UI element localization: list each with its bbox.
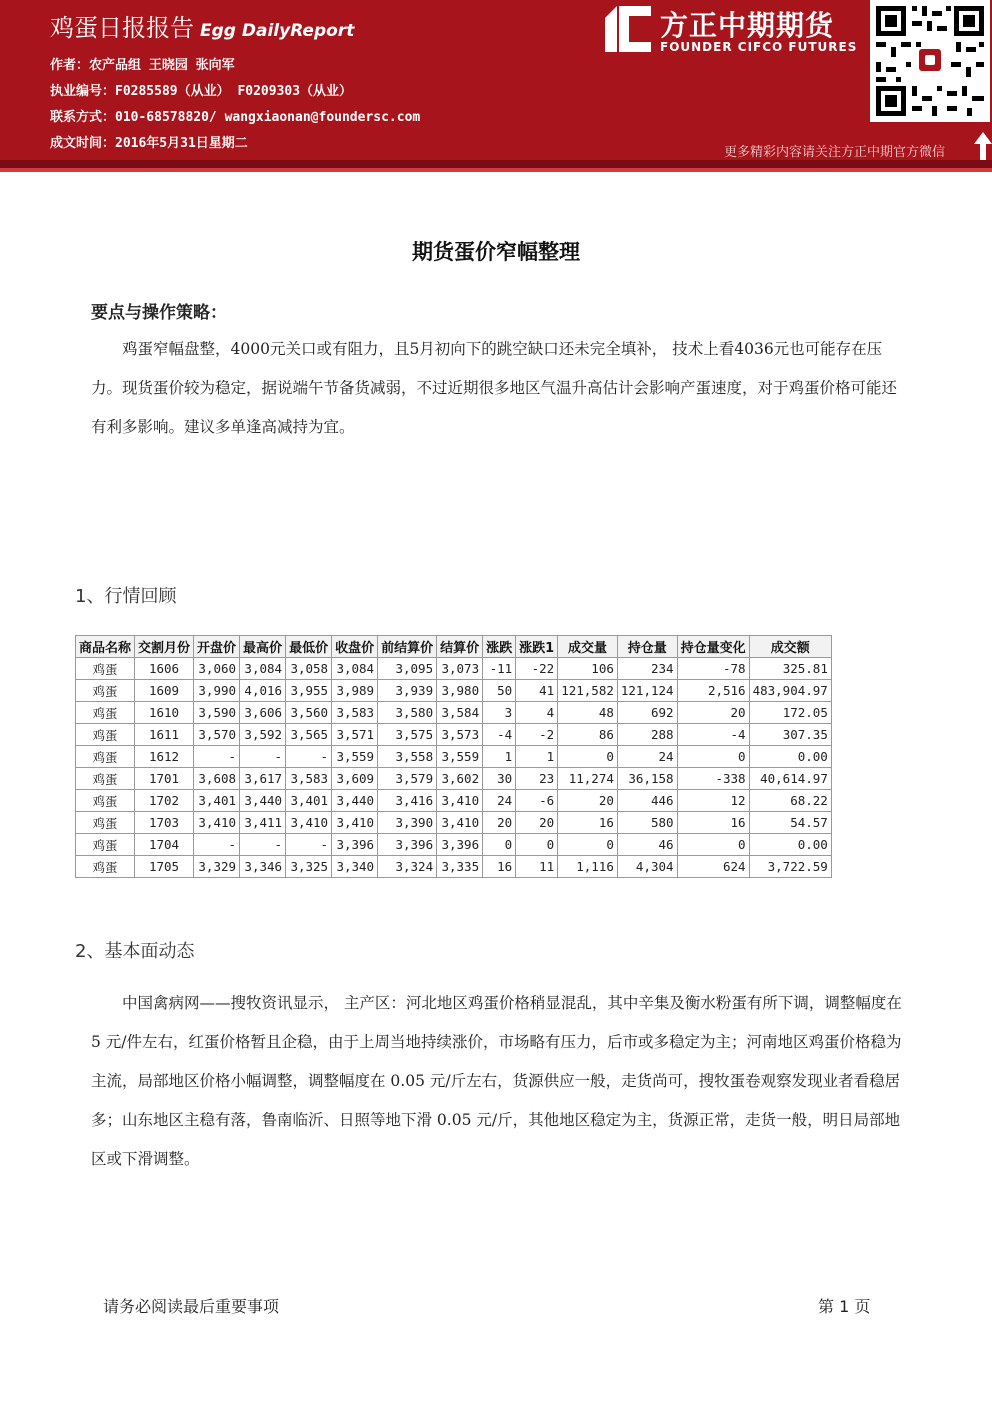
table-cell: 3,558 bbox=[378, 746, 437, 768]
column-header: 最低价 bbox=[286, 636, 332, 658]
table-cell: 1 bbox=[483, 746, 516, 768]
table-cell: 3,573 bbox=[437, 724, 483, 746]
table-cell: 鸡蛋 bbox=[76, 658, 135, 680]
table-cell: 3,580 bbox=[378, 702, 437, 724]
table-body bbox=[76, 658, 832, 878]
footer-notice: 请务必阅读最后重要事项 bbox=[103, 1297, 280, 1316]
table-cell: 3 bbox=[483, 702, 516, 724]
company-logo-icon bbox=[605, 6, 651, 52]
table-cell: 鸡蛋 bbox=[76, 856, 135, 878]
column-header: 收盘价 bbox=[332, 636, 378, 658]
table-cell: 1609 bbox=[135, 680, 194, 702]
table-cell: 3,590 bbox=[194, 702, 240, 724]
column-header: 商品名称 bbox=[76, 636, 135, 658]
table-cell: 20 bbox=[516, 812, 558, 834]
column-header: 开盘价 bbox=[194, 636, 240, 658]
table-cell: 3,617 bbox=[240, 768, 286, 790]
table-cell: -4 bbox=[677, 724, 749, 746]
table-cell: 23 bbox=[516, 768, 558, 790]
quote-table bbox=[75, 635, 832, 878]
report-title-cn: 鸡蛋日报报告 bbox=[50, 14, 194, 42]
table-row bbox=[76, 724, 832, 746]
table-cell: 288 bbox=[617, 724, 677, 746]
table-cell: 1704 bbox=[135, 834, 194, 856]
table-cell: 3,058 bbox=[286, 658, 332, 680]
license-line: 执业编号：F0285589（从业） F0209303（从业） bbox=[50, 84, 353, 99]
table-cell: 0 bbox=[483, 834, 516, 856]
table-cell: 20 bbox=[558, 790, 618, 812]
table-cell: 3,606 bbox=[240, 702, 286, 724]
table-row bbox=[76, 702, 832, 724]
column-header: 结算价 bbox=[437, 636, 483, 658]
banner-stripe-light bbox=[0, 168, 992, 172]
table-cell: 3,570 bbox=[194, 724, 240, 746]
column-header: 持仓量变化 bbox=[677, 636, 749, 658]
table-cell: 3,609 bbox=[332, 768, 378, 790]
table-cell: 3,980 bbox=[437, 680, 483, 702]
table-cell: 3,401 bbox=[286, 790, 332, 812]
table-row bbox=[76, 790, 832, 812]
table-cell: 3,560 bbox=[286, 702, 332, 724]
table-cell: 3,939 bbox=[378, 680, 437, 702]
table-cell: 3,602 bbox=[437, 768, 483, 790]
table-cell: 11 bbox=[516, 856, 558, 878]
table-cell: 3,440 bbox=[240, 790, 286, 812]
table-cell: 24 bbox=[483, 790, 516, 812]
table-cell: 483,904.97 bbox=[749, 680, 831, 702]
table-row bbox=[76, 856, 832, 878]
table-row bbox=[76, 768, 832, 790]
table-cell: 16 bbox=[677, 812, 749, 834]
table-cell: - bbox=[286, 746, 332, 768]
table-cell: 3,583 bbox=[286, 768, 332, 790]
table-cell: -22 bbox=[516, 658, 558, 680]
table-cell: 1703 bbox=[135, 812, 194, 834]
date-line: 成文时间：2016年5月31日星期二 bbox=[50, 136, 248, 151]
table-cell: 46 bbox=[617, 834, 677, 856]
table-cell: 692 bbox=[617, 702, 677, 724]
table-cell: 3,346 bbox=[240, 856, 286, 878]
table-cell: 3,396 bbox=[378, 834, 437, 856]
table-cell: 0 bbox=[677, 746, 749, 768]
table-cell: 3,410 bbox=[437, 790, 483, 812]
table-cell: - bbox=[240, 834, 286, 856]
table-cell: 鸡蛋 bbox=[76, 768, 135, 790]
table-cell: 30 bbox=[483, 768, 516, 790]
table-cell: 1611 bbox=[135, 724, 194, 746]
table-cell: 86 bbox=[558, 724, 618, 746]
wechat-note: 更多精彩内容请关注方正中期官方微信 bbox=[724, 145, 946, 160]
table-cell: 3,410 bbox=[437, 812, 483, 834]
table-header-row bbox=[76, 636, 832, 658]
table-cell: 3,410 bbox=[332, 812, 378, 834]
table-cell: 3,396 bbox=[332, 834, 378, 856]
table-cell: 3,565 bbox=[286, 724, 332, 746]
table-cell: 3,722.59 bbox=[749, 856, 831, 878]
fundamentals-text: 中国禽病网——搜牧资讯显示， 主产区：河北地区鸡蛋价格稍显混乱，其中辛集及衡水粉蛋有所下调，调整幅度在 5 元/件左右，红蛋价格暂且企稳，由于上周当地持续涨价，市场略有压力，后市或多稳定为主；河南地区鸡蛋价格稳为主流，局部地区价格小幅调整，调整幅度在 0.05 元/斤左右，货源供应一般，走货尚可，搜牧蛋卷观察发现业者看稳居多；山东地区主稳有落，鲁南临沂、日照等地下滑 0.05 元/斤，其他地区稳定为主，货源正常，走货一般，明日局部地区或下滑调整。 bbox=[91, 994, 902, 1168]
authors-line: 作者：农产品组 王晓园 张向军 bbox=[50, 58, 235, 73]
table-cell: 16 bbox=[483, 856, 516, 878]
table-cell: 3,416 bbox=[378, 790, 437, 812]
report-title bbox=[50, 8, 354, 43]
table-cell: 0.00 bbox=[749, 834, 831, 856]
table-cell: 0.00 bbox=[749, 746, 831, 768]
strategy-text: 鸡蛋窄幅盘整，4000元关口或有阻力，且5月初向下的跳空缺口还未完全填补， 技术上看4036元也可能存在压力。现货蛋价较为稳定，据说端午节备货减弱，不过近期很多地区气温升高估计会影响产蛋速度，对于鸡蛋价格可能还有利多影响。建议多单逢高减持为宜。 bbox=[91, 340, 898, 436]
table-cell: - bbox=[286, 834, 332, 856]
table-cell: -338 bbox=[677, 768, 749, 790]
table-cell: 4,016 bbox=[240, 680, 286, 702]
document-title: 期货蛋价窄幅整理 bbox=[412, 240, 580, 264]
table-cell: 3,340 bbox=[332, 856, 378, 878]
column-header: 持仓量 bbox=[617, 636, 677, 658]
table-cell: 3,084 bbox=[332, 658, 378, 680]
table-cell: 3,060 bbox=[194, 658, 240, 680]
table-cell: 3,584 bbox=[437, 702, 483, 724]
table-cell: 3,583 bbox=[332, 702, 378, 724]
table-cell: 3,990 bbox=[194, 680, 240, 702]
table-cell: 3,989 bbox=[332, 680, 378, 702]
table-cell: 1,116 bbox=[558, 856, 618, 878]
table-cell: 3,955 bbox=[286, 680, 332, 702]
table-cell: - bbox=[194, 834, 240, 856]
table-cell: 3,401 bbox=[194, 790, 240, 812]
table-cell: 鸡蛋 bbox=[76, 746, 135, 768]
table-cell: 3,396 bbox=[437, 834, 483, 856]
table-cell: 3,335 bbox=[437, 856, 483, 878]
table-cell: 3,579 bbox=[378, 768, 437, 790]
table-cell: 4,304 bbox=[617, 856, 677, 878]
table-cell: 3,073 bbox=[437, 658, 483, 680]
column-header: 成交量 bbox=[558, 636, 618, 658]
table-cell: 36,158 bbox=[617, 768, 677, 790]
column-header: 最高价 bbox=[240, 636, 286, 658]
table-cell: 1702 bbox=[135, 790, 194, 812]
table-cell: 16 bbox=[558, 812, 618, 834]
arrow-up-icon bbox=[974, 132, 992, 160]
table-row bbox=[76, 746, 832, 768]
table-cell: 3,440 bbox=[332, 790, 378, 812]
table-cell: 624 bbox=[677, 856, 749, 878]
logo-text-en: FOUNDER CIFCO FUTURES bbox=[660, 40, 858, 54]
table-cell: 鸡蛋 bbox=[76, 790, 135, 812]
table-cell: 0 bbox=[558, 746, 618, 768]
table-cell: 1705 bbox=[135, 856, 194, 878]
table-cell: 3,571 bbox=[332, 724, 378, 746]
table-cell: 121,124 bbox=[617, 680, 677, 702]
table-cell: 48 bbox=[558, 702, 618, 724]
section-market-review-heading: 1、行情回顾 bbox=[75, 586, 177, 607]
table-cell: 3,410 bbox=[194, 812, 240, 834]
table-cell: 1612 bbox=[135, 746, 194, 768]
table-cell: 446 bbox=[617, 790, 677, 812]
table-cell: 3,084 bbox=[240, 658, 286, 680]
table-cell: 325.81 bbox=[749, 658, 831, 680]
table-cell: 12 bbox=[677, 790, 749, 812]
strategy-paragraph bbox=[91, 330, 903, 447]
table-cell: 0 bbox=[558, 834, 618, 856]
table-cell: 3,411 bbox=[240, 812, 286, 834]
table-cell: -2 bbox=[516, 724, 558, 746]
fundamentals-paragraph bbox=[91, 984, 903, 1179]
table-cell: 54.57 bbox=[749, 812, 831, 834]
table-cell: 1701 bbox=[135, 768, 194, 790]
table-row bbox=[76, 812, 832, 834]
table-cell: -11 bbox=[483, 658, 516, 680]
table-cell: 1606 bbox=[135, 658, 194, 680]
table-cell: 3,324 bbox=[378, 856, 437, 878]
table-cell: 鸡蛋 bbox=[76, 812, 135, 834]
table-cell: 1610 bbox=[135, 702, 194, 724]
logo-text-cn: 方正中期期货 bbox=[660, 9, 835, 42]
table-cell: 234 bbox=[617, 658, 677, 680]
header-banner bbox=[0, 0, 992, 160]
table-cell: 3,559 bbox=[332, 746, 378, 768]
page-number: 第 1 页 bbox=[818, 1297, 871, 1316]
table-cell: - bbox=[194, 746, 240, 768]
table-cell: 3,608 bbox=[194, 768, 240, 790]
table-cell: 41 bbox=[516, 680, 558, 702]
table-cell: 307.35 bbox=[749, 724, 831, 746]
table-cell: 3,410 bbox=[286, 812, 332, 834]
table-cell: 4 bbox=[516, 702, 558, 724]
column-header: 涨跌 bbox=[483, 636, 516, 658]
table-cell: 鸡蛋 bbox=[76, 834, 135, 856]
table-row bbox=[76, 834, 832, 856]
table-cell: 2,516 bbox=[677, 680, 749, 702]
table-cell: -78 bbox=[677, 658, 749, 680]
table-cell: 0 bbox=[516, 834, 558, 856]
table-cell: 68.22 bbox=[749, 790, 831, 812]
column-header: 涨跌1 bbox=[516, 636, 558, 658]
table-cell: 121,582 bbox=[558, 680, 618, 702]
column-header: 交割月份 bbox=[135, 636, 194, 658]
qr-code-icon bbox=[870, 0, 990, 122]
table-cell: 1 bbox=[516, 746, 558, 768]
table-cell: 鸡蛋 bbox=[76, 702, 135, 724]
table-cell: 3,325 bbox=[286, 856, 332, 878]
table-row bbox=[76, 658, 832, 680]
table-cell: 3,390 bbox=[378, 812, 437, 834]
table-cell: 鸡蛋 bbox=[76, 724, 135, 746]
table-cell: 40,614.97 bbox=[749, 768, 831, 790]
table-cell: -4 bbox=[483, 724, 516, 746]
table-cell: 鸡蛋 bbox=[76, 680, 135, 702]
table-cell: -6 bbox=[516, 790, 558, 812]
table-cell: 3,592 bbox=[240, 724, 286, 746]
report-title-en: Egg DailyReport bbox=[200, 21, 355, 41]
table-cell: 20 bbox=[483, 812, 516, 834]
table-cell: 24 bbox=[617, 746, 677, 768]
table-cell: 11,274 bbox=[558, 768, 618, 790]
table-cell: 50 bbox=[483, 680, 516, 702]
table-cell: - bbox=[240, 746, 286, 768]
table-cell: 3,559 bbox=[437, 746, 483, 768]
table-row bbox=[76, 680, 832, 702]
table-cell: 20 bbox=[677, 702, 749, 724]
table-cell: 106 bbox=[558, 658, 618, 680]
table-cell: 3,095 bbox=[378, 658, 437, 680]
section-fundamentals-heading: 2、基本面动态 bbox=[75, 941, 195, 962]
column-header: 前结算价 bbox=[378, 636, 437, 658]
table-cell: 0 bbox=[677, 834, 749, 856]
column-header: 成交额 bbox=[749, 636, 831, 658]
contact-line[interactable]: 联系方式：010-68578820/ wangxiaonan@foundersc.com bbox=[50, 110, 421, 125]
table-cell: 3,575 bbox=[378, 724, 437, 746]
strategy-heading: 要点与操作策略： bbox=[91, 303, 227, 323]
banner-stripe bbox=[0, 160, 992, 168]
table-cell: 3,329 bbox=[194, 856, 240, 878]
table-cell: 580 bbox=[617, 812, 677, 834]
table-cell: 172.05 bbox=[749, 702, 831, 724]
